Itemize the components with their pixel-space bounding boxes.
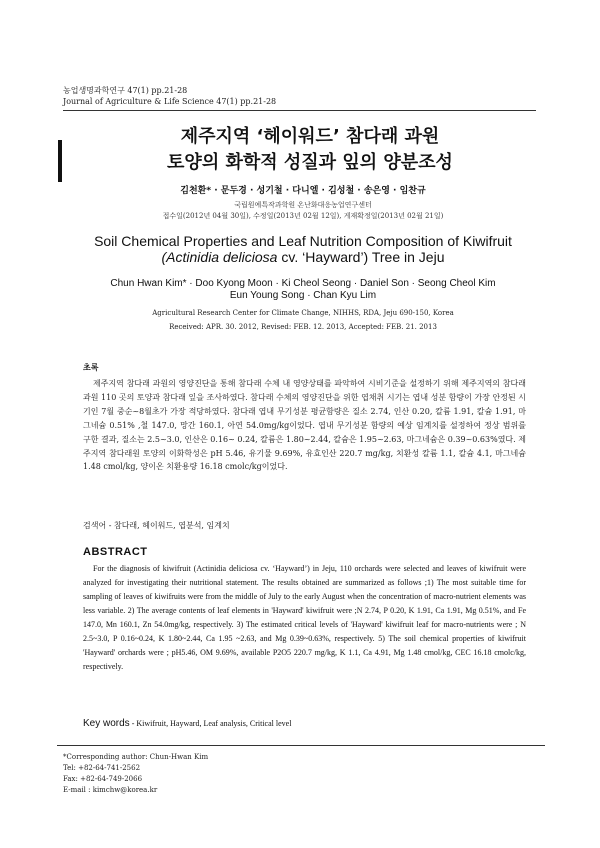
authors-korean: 김천환* · 문두경 · 성기철 · 다니엘 · 김성철 · 송은영 · 임찬규 [180,186,426,196]
abstract-korean [83,377,526,474]
footnote-fax: Fax: +82-64-749-2066 [63,775,143,783]
authors-english [63,278,543,302]
affiliation-korean: 국립원예특작과학원 온난화대응농업연구센터 [234,201,372,209]
affiliation-english: Agricultural Research Center for Climate Change, NIHHS, RDA, Jeju 690-150, Korea [152,309,454,317]
dates-korean: 접수일(2012년 04월 30일), 수정일(2013년 02월 12일), 게재확정일(2013년 02월 21일) [162,212,444,220]
abstract-english [83,562,526,674]
journal-line-ko: 농업생명과학연구 47(1) pp.21-28 [63,86,188,95]
abstract-english-body: For the diagnosis of kiwifruit (Actinidia deliciosa cv. ‘Hayward’) in Jeju, 110 orchards were selected and leaves of kiwifruit were analyzed for investigating their nutritional statement. The results obtained are summarized as follows ;1) The most suitable time for sampling of leaves of kiwifruits were from the middle of July to the early August when the concentration of macro-nutrient elements was less variable. 2) The average contents of leaf elements in 'Hayward' kiwifruit were ;N 2.74, P 0.20, K 1.91, Ca 1.91, Mg 0.51%, and Fe 147.0, Mn 160.1, Zn 54.0mg/kg, respectively. 3) The estimated critical levels of 'Hayward' kiwifruit leaf for macro-nutrients were ; N 2.5~3.0, P 0.16~0.24, K 1.80~2.44, Ca 1.95 ~2.63, and Mg 0.39~0.63%, respectively. 5) The soil chemical properties of kiwifruit 'Hayward' orchards were ; pH5.46, OM 9.69%, available P2O5 220.7 mg/kg, K 1.1, Ca 4.91, Mg 1.48 cmol/kg, CEC 16.18 cmolc/kg, respectively. [83,564,526,671]
keywords-english-text: - Kiwifruit, Hayward, Leaf analysis, Critical level [129,719,292,728]
abstract-korean-heading: 초록 [83,363,99,372]
affiliation-english-block [63,306,543,334]
title-korean [70,124,550,176]
authors-english-line1: Chun Hwan Kim* · Doo Kyong Moon · Ki Cheol Seong · Daniel Son · Seong Cheol Kim [110,278,496,289]
species-name: (Actinidia deliciosa [161,249,278,265]
title-accent-bar [58,140,62,182]
header-rule [63,110,536,111]
footnote-rule [57,745,545,746]
title-english-line1: Soil Chemical Properties and Leaf Nutrition Composition of Kiwifruit [94,233,512,249]
footnote-email: E-mail : kimchw@korea.kr [63,786,158,794]
keywords-english-label: Key words [83,718,130,729]
title-english-line2 [63,249,543,265]
footnote-tel: Tel: +82-64-741-2562 [63,764,141,772]
footnote-author: *Corresponding author: Chun-Hwan Kim [63,753,209,761]
keywords-english [83,718,291,729]
affiliation-korean-block [63,200,543,222]
journal-line-en: Journal of Agriculture & Life Science 47(1) pp.21-28 [63,97,277,106]
footnote [63,752,208,796]
title-english-line2-rest: cv. ‘Hayward’) Tree in Jeju [277,249,445,265]
keywords-korean: 검색어 - 참다래, 헤이워드, 엽분석, 임계치 [83,521,230,530]
abstract-korean-body: 제주지역 참다래 과원의 영양진단을 통해 참다래 수체 내 영양상태를 파악하여 시비기준을 설정하기 위해 제주지역의 참다래 과원 110 곳의 토양과 참다래 잎을 조사하였다. 참다래 수체의 영양진단을 위한 엽채취 시기는 엽내 성분 함량이 가장 안정된 시기인 7월 중순~8월초가 가장 적당하였다. 참다래 엽내 무기성분 평균함량은 질소 2.74, 인산 0.20, 칼륨 1.91, 칼슘 1.91, 마그네슘 0.51% ,철 147.0, 망간 160.1, 아연 54.0mg/kg이었다. 엽내 무기성분 함량의 예상 임계치를 설정하여 정상 범위를 구한 결과, 질소는 2.5~3.0, 인산은 0.16~ 0.24, 칼륨은 1.80~2.44, 칼슘은 1.95~2.63, 마그네슘은 0.39~0.63%였다. 제주지역 참다래원 토양의 이화학성은 pH 5.46, 유기물 9.69%, 유효인산 220.7 mg/kg, 치환성 칼륨 1.1, 칼슘 4.1, 마그네슘 1.48 cmol/kg, 양이온 치환용량 16.18 cmolc/kg이었다. [83,379,526,472]
title-korean-line2: 토양의 화학적 성질과 잎의 양분조성 [167,152,453,173]
abstract-english-heading: ABSTRACT [83,546,148,558]
journal-header [63,85,276,107]
dates-english: Received: APR. 30. 2012, Revised: FEB. 12. 2013, Accepted: FEB. 21. 2013 [169,323,437,331]
title-korean-line1: 제주지역 ‘헤이워드’ 참다래 과원 [180,126,440,147]
authors-english-line2: Eun Young Song · Chan Kyu Lim [229,290,377,301]
title-english [63,233,543,265]
